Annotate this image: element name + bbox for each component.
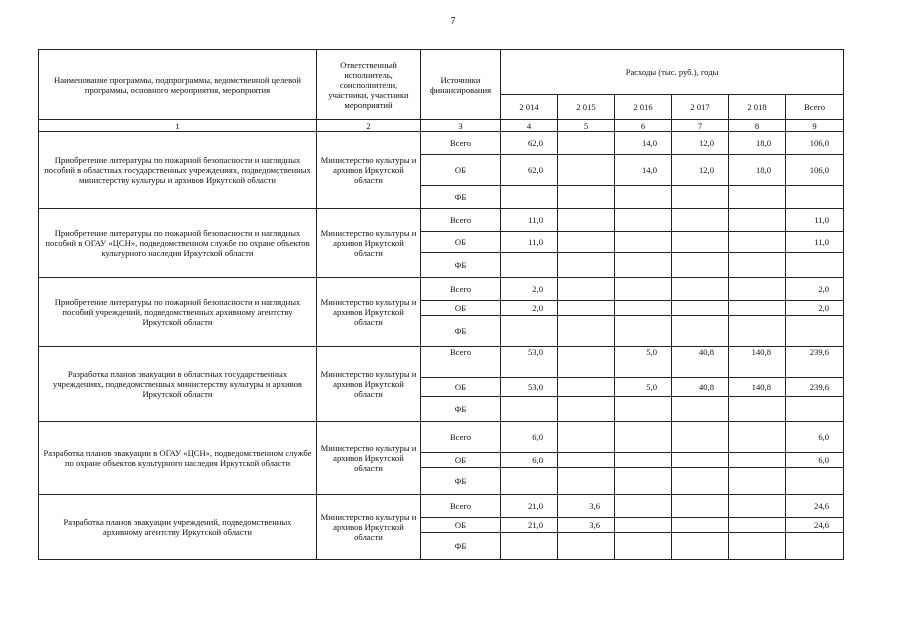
value-cell: [558, 533, 615, 560]
value-cell: [729, 422, 786, 453]
value-cell: [672, 422, 729, 453]
funding-source: ФБ: [421, 397, 501, 422]
funding-source: ФБ: [421, 468, 501, 495]
value-cell: 2,0: [501, 301, 558, 316]
col-index: 9: [786, 120, 844, 132]
value-cell: 40,8: [672, 378, 729, 397]
value-cell: [729, 186, 786, 209]
value-cell: [615, 278, 672, 301]
col-index: 1: [39, 120, 317, 132]
value-cell: [786, 253, 844, 278]
value-cell: 14,0: [615, 155, 672, 186]
responsible-executor: Министерство культуры и архивов Иркутской области: [317, 422, 421, 495]
value-cell: 11,0: [786, 209, 844, 232]
table-row: [39, 132, 844, 155]
value-cell: [615, 209, 672, 232]
value-cell: 3,6: [558, 518, 615, 533]
responsible-executor: Министерство культуры и архивов Иркутской области: [317, 209, 421, 278]
value-cell: [672, 468, 729, 495]
value-cell: [672, 278, 729, 301]
header-year-2018: 2 018: [729, 95, 786, 120]
value-cell: [558, 132, 615, 155]
value-cell: [672, 301, 729, 316]
col-index: 3: [421, 120, 501, 132]
funding-source: Всего: [421, 278, 501, 301]
value-cell: 40,8: [672, 347, 729, 378]
value-cell: [729, 468, 786, 495]
value-cell: [558, 378, 615, 397]
value-cell: [558, 232, 615, 253]
value-cell: 5,0: [615, 347, 672, 378]
value-cell: [501, 397, 558, 422]
col-index: 7: [672, 120, 729, 132]
value-cell: [615, 397, 672, 422]
value-cell: [672, 186, 729, 209]
value-cell: [615, 453, 672, 468]
responsible-executor: Министерство культуры и архивов Иркутской области: [317, 278, 421, 347]
funding-source: ОБ: [421, 155, 501, 186]
header-responsible: Ответственный исполнитель, соисполнители, участники, участники мероприятий: [317, 50, 421, 120]
value-cell: 2,0: [501, 278, 558, 301]
value-cell: 239,6: [786, 347, 844, 378]
value-cell: [501, 533, 558, 560]
responsible-executor: Министерство культуры и архивов Иркутской области: [317, 347, 421, 422]
header-year-2017: 2 017: [672, 95, 729, 120]
col-index: 2: [317, 120, 421, 132]
value-cell: [729, 518, 786, 533]
value-cell: 6,0: [786, 453, 844, 468]
value-cell: [729, 495, 786, 518]
value-cell: 12,0: [672, 155, 729, 186]
value-cell: [786, 468, 844, 495]
value-cell: 6,0: [501, 453, 558, 468]
value-cell: [615, 422, 672, 453]
value-cell: 18,0: [729, 132, 786, 155]
col-index: 6: [615, 120, 672, 132]
value-cell: [786, 397, 844, 422]
funding-source: Всего: [421, 132, 501, 155]
value-cell: 53,0: [501, 378, 558, 397]
header-total: Всего: [786, 95, 844, 120]
funding-source: ФБ: [421, 253, 501, 278]
value-cell: [729, 301, 786, 316]
value-cell: [558, 253, 615, 278]
header-year-2015: 2 015: [558, 95, 615, 120]
value-cell: [615, 186, 672, 209]
funding-source: ОБ: [421, 232, 501, 253]
col-index: 5: [558, 120, 615, 132]
funding-source: Всего: [421, 209, 501, 232]
header-year-2014: 2 014: [501, 95, 558, 120]
responsible-executor: Министерство культуры и архивов Иркутской области: [317, 495, 421, 560]
funding-source: ФБ: [421, 316, 501, 347]
value-cell: [729, 533, 786, 560]
value-cell: [672, 533, 729, 560]
table-row: [39, 209, 844, 232]
value-cell: 18,0: [729, 155, 786, 186]
col-index: 4: [501, 120, 558, 132]
page-number: 7: [450, 16, 456, 27]
value-cell: 24,6: [786, 518, 844, 533]
value-cell: 24,6: [786, 495, 844, 518]
value-cell: [558, 155, 615, 186]
responsible-executor: Министерство культуры и архивов Иркутской области: [317, 132, 421, 209]
activity-name: Приобретение литературы по пожарной безопасности и наглядных пособий в ОГАУ «ЦСН», подведомственном службе по охране объектов культурного наследия Иркутской области: [39, 209, 317, 278]
table-row: [39, 278, 844, 301]
value-cell: [558, 453, 615, 468]
table-row: [39, 422, 844, 453]
value-cell: [501, 186, 558, 209]
value-cell: 3,6: [558, 495, 615, 518]
header-expenses: Расходы (тыс. руб.), годы: [501, 50, 844, 95]
value-cell: 11,0: [786, 232, 844, 253]
value-cell: [729, 209, 786, 232]
value-cell: [786, 186, 844, 209]
value-cell: [501, 253, 558, 278]
value-cell: [729, 316, 786, 347]
value-cell: 14,0: [615, 132, 672, 155]
value-cell: [672, 232, 729, 253]
table-row: [39, 495, 844, 518]
header-name: Наименование программы, подпрограммы, ведомственной целевой программы, основного мероприятия, мероприятия: [39, 50, 317, 120]
value-cell: 21,0: [501, 518, 558, 533]
value-cell: [615, 301, 672, 316]
value-cell: [672, 518, 729, 533]
value-cell: [615, 518, 672, 533]
value-cell: [615, 253, 672, 278]
value-cell: [672, 495, 729, 518]
value-cell: 12,0: [672, 132, 729, 155]
funding-source: ФБ: [421, 533, 501, 560]
value-cell: [558, 278, 615, 301]
value-cell: [672, 397, 729, 422]
value-cell: 140,8: [729, 347, 786, 378]
value-cell: 5,0: [615, 378, 672, 397]
value-cell: [558, 422, 615, 453]
value-cell: 106,0: [786, 132, 844, 155]
value-cell: [558, 186, 615, 209]
table-row: [39, 347, 844, 378]
value-cell: 2,0: [786, 278, 844, 301]
funding-source: ОБ: [421, 453, 501, 468]
value-cell: [558, 301, 615, 316]
value-cell: [672, 253, 729, 278]
funding-source: ФБ: [421, 186, 501, 209]
funding-source: Всего: [421, 347, 501, 378]
value-cell: [501, 316, 558, 347]
value-cell: 6,0: [786, 422, 844, 453]
value-cell: [615, 533, 672, 560]
value-cell: 2,0: [786, 301, 844, 316]
activity-name: Разработка планов эвакуации в областных государственных учреждениях, подведомственных министерству культуры и архивов Иркутской области: [39, 347, 317, 422]
value-cell: [558, 397, 615, 422]
activity-name: Разработка планов эвакуации учреждений, подведомственных архивному агентству Иркутской области: [39, 495, 317, 560]
value-cell: 239,6: [786, 378, 844, 397]
value-cell: [558, 347, 615, 378]
col-index: 8: [729, 120, 786, 132]
value-cell: 106,0: [786, 155, 844, 186]
value-cell: [672, 316, 729, 347]
value-cell: [615, 468, 672, 495]
value-cell: [729, 278, 786, 301]
value-cell: [729, 453, 786, 468]
value-cell: [615, 495, 672, 518]
value-cell: [615, 316, 672, 347]
value-cell: [558, 209, 615, 232]
value-cell: 11,0: [501, 209, 558, 232]
value-cell: 62,0: [501, 132, 558, 155]
budget-table: [38, 49, 844, 560]
header-sources: Источники финансирования: [421, 50, 501, 120]
value-cell: [786, 316, 844, 347]
funding-source: ОБ: [421, 378, 501, 397]
value-cell: 6,0: [501, 422, 558, 453]
activity-name: Разработка планов эвакуации в ОГАУ «ЦСН», подведомственном службе по охране объектов культурного наследия Иркутской области: [39, 422, 317, 495]
value-cell: [786, 533, 844, 560]
value-cell: 62,0: [501, 155, 558, 186]
column-index-row: [39, 120, 844, 132]
value-cell: [501, 468, 558, 495]
value-cell: [558, 316, 615, 347]
funding-source: ОБ: [421, 518, 501, 533]
header-year-2016: 2 016: [615, 95, 672, 120]
value-cell: 21,0: [501, 495, 558, 518]
funding-source: ОБ: [421, 301, 501, 316]
value-cell: [729, 232, 786, 253]
value-cell: [558, 468, 615, 495]
funding-source: Всего: [421, 495, 501, 518]
value-cell: [672, 453, 729, 468]
activity-name: Приобретение литературы по пожарной безопасности и наглядных пособий учреждений, подведомственных архивному агентству Иркутской области: [39, 278, 317, 347]
value-cell: [729, 253, 786, 278]
value-cell: 53,0: [501, 347, 558, 378]
value-cell: [615, 232, 672, 253]
value-cell: 11,0: [501, 232, 558, 253]
activity-name: Приобретение литературы по пожарной безопасности и наглядных пособий в областных государственных учреждениях, подведомственных министерству культуры и архивов Иркутской области: [39, 132, 317, 209]
value-cell: [672, 209, 729, 232]
value-cell: [729, 397, 786, 422]
value-cell: 140,8: [729, 378, 786, 397]
funding-source: Всего: [421, 422, 501, 453]
